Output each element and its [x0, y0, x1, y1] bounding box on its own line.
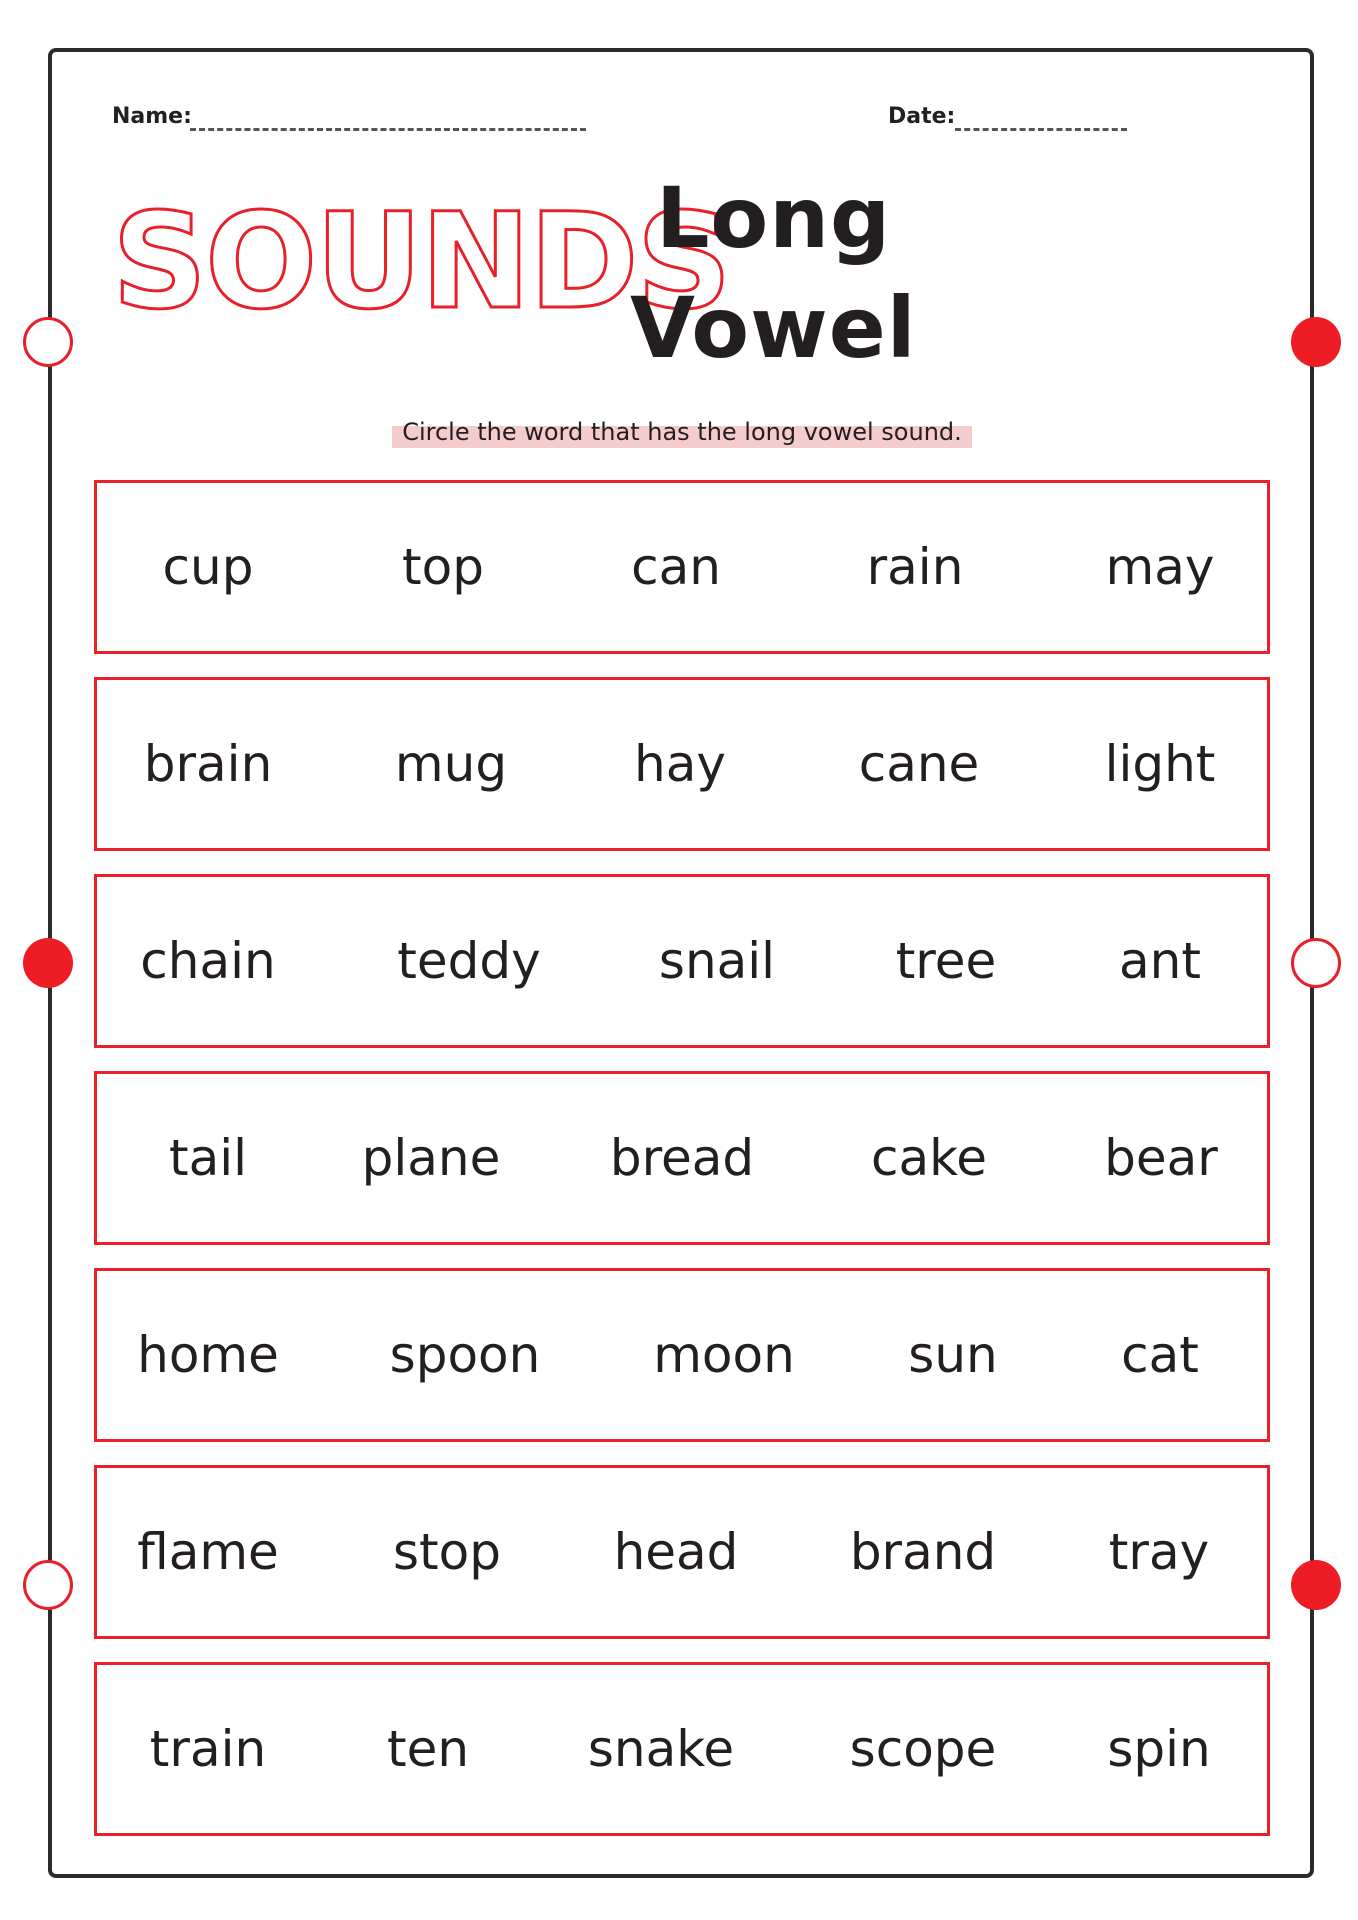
word-option[interactable]: snail — [658, 932, 776, 990]
word-option[interactable]: rain — [866, 538, 964, 596]
word-row-5 — [94, 1268, 1270, 1442]
word-option[interactable]: plane — [361, 1129, 501, 1187]
word-option[interactable]: cane — [858, 735, 980, 793]
binder-hole-right-middle — [1291, 938, 1341, 988]
word-option[interactable]: bread — [609, 1129, 755, 1187]
word-row-4 — [94, 1071, 1270, 1245]
word-row-7 — [94, 1662, 1270, 1836]
word-row-2 — [94, 677, 1270, 851]
word-row-3 — [94, 874, 1270, 1048]
word-option[interactable]: sun — [908, 1326, 998, 1384]
word-option[interactable]: ant — [1119, 932, 1201, 990]
word-row-6 — [94, 1465, 1270, 1639]
word-option[interactable]: may — [1105, 538, 1215, 596]
binder-hole-right-top — [1291, 317, 1341, 367]
title-sounds: SOUNDS — [112, 185, 730, 339]
word-option[interactable]: cup — [162, 538, 254, 596]
word-option[interactable]: light — [1104, 735, 1216, 793]
word-option[interactable]: brain — [143, 735, 273, 793]
binder-hole-left-top — [23, 317, 73, 367]
word-option[interactable]: cake — [870, 1129, 988, 1187]
word-option[interactable]: top — [402, 538, 484, 596]
binder-hole-left-middle — [23, 938, 73, 988]
word-option[interactable]: head — [613, 1523, 739, 1581]
instruction-banner — [392, 418, 972, 446]
word-option[interactable]: scope — [849, 1720, 997, 1778]
word-option[interactable]: spoon — [389, 1326, 541, 1384]
word-option[interactable]: ten — [386, 1720, 470, 1778]
word-option[interactable]: can — [631, 538, 721, 596]
word-option[interactable]: chain — [140, 932, 276, 990]
name-field[interactable] — [190, 128, 586, 131]
word-option[interactable]: stop — [393, 1523, 501, 1581]
word-option[interactable]: train — [149, 1720, 267, 1778]
word-option[interactable]: moon — [653, 1326, 795, 1384]
title-vowel: Vowel — [630, 279, 917, 377]
word-option[interactable]: spin — [1107, 1720, 1211, 1778]
word-option[interactable]: hay — [634, 735, 726, 793]
instruction-text: Circle the word that has the long vowel sound. — [402, 418, 962, 446]
word-option[interactable]: home — [137, 1326, 279, 1384]
word-option[interactable]: tree — [895, 932, 997, 990]
name-label: Name: — [112, 104, 192, 129]
word-row-1 — [94, 480, 1270, 654]
word-option[interactable]: cat — [1121, 1326, 1199, 1384]
word-option[interactable]: teddy — [397, 932, 541, 990]
binder-hole-left-bottom — [23, 1560, 73, 1610]
word-option[interactable]: snake — [587, 1720, 735, 1778]
word-option[interactable]: tail — [168, 1129, 248, 1187]
word-option[interactable]: tray — [1108, 1523, 1210, 1581]
binder-hole-right-bottom — [1291, 1560, 1341, 1610]
word-option[interactable]: mug — [394, 735, 508, 793]
date-field[interactable] — [955, 128, 1127, 131]
title-long: Long — [656, 169, 892, 267]
word-option[interactable]: brand — [849, 1523, 997, 1581]
word-option[interactable]: flame — [137, 1523, 279, 1581]
date-label: Date: — [888, 104, 956, 129]
word-option[interactable]: bear — [1104, 1129, 1218, 1187]
